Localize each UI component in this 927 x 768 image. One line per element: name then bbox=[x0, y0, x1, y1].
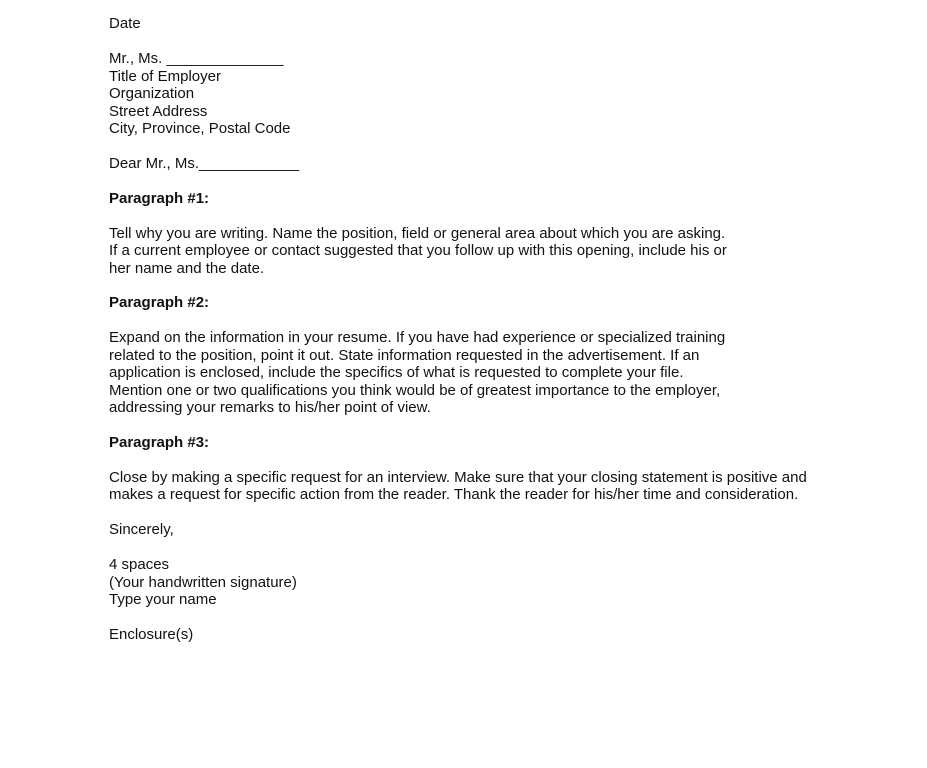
paragraph2-line: addressing your remarks to his/her point of view. bbox=[109, 399, 431, 416]
paragraph2-line: application is enclosed, include the specifics of what is requested to complete your file. bbox=[109, 364, 684, 381]
paragraph1-heading: Paragraph #1: bbox=[109, 189, 210, 207]
paragraph1-line: her name and the date. bbox=[109, 259, 265, 277]
signature-placeholder: (Your handwritten signature) bbox=[109, 573, 297, 591]
recipient-name-line: Mr., Ms. ______________ bbox=[109, 50, 284, 67]
recipient-street: Street Address bbox=[109, 102, 208, 120]
salutation: Dear Mr., Ms.____________ bbox=[109, 155, 300, 172]
typed-name: Type your name bbox=[109, 591, 217, 608]
cut-off-footer-text bbox=[109, 760, 409, 768]
paragraph1-line: If a current employee or contact suggested that you follow up with this opening, include his or bbox=[109, 242, 727, 259]
enclosure-line: Enclosure(s) bbox=[109, 626, 194, 643]
paragraph2-line: related to the position, point it out. State information requested in the advertisement. If an bbox=[109, 346, 700, 364]
closing: Sincerely, bbox=[109, 521, 174, 538]
date-line: Date bbox=[109, 15, 141, 32]
paragraph1-line: Tell why you are writing. Name the position, field or general area about which you are asking. bbox=[109, 224, 726, 242]
paragraph3-line: Close by making a specific request for an interview. Make sure that your closing statement is positive and bbox=[109, 468, 807, 486]
paragraph2-line: Mention one or two qualifications you think would be of greatest importance to the employer, bbox=[109, 381, 721, 399]
signature-spaces-note: 4 spaces bbox=[109, 556, 170, 573]
paragraph2-line: Expand on the information in your resume. If you have had experience or specialized training bbox=[109, 329, 726, 346]
recipient-city: City, Province, Postal Code bbox=[109, 120, 291, 137]
recipient-organization: Organization bbox=[109, 85, 195, 102]
paragraph2-heading: Paragraph #2: bbox=[109, 294, 210, 311]
paragraph3-heading: Paragraph #3: bbox=[109, 433, 210, 451]
paragraph3-line: makes a request for specific action from the reader. Thank the reader for his/her time and consideration. bbox=[109, 486, 799, 503]
recipient-title: Title of Employer bbox=[109, 67, 221, 85]
